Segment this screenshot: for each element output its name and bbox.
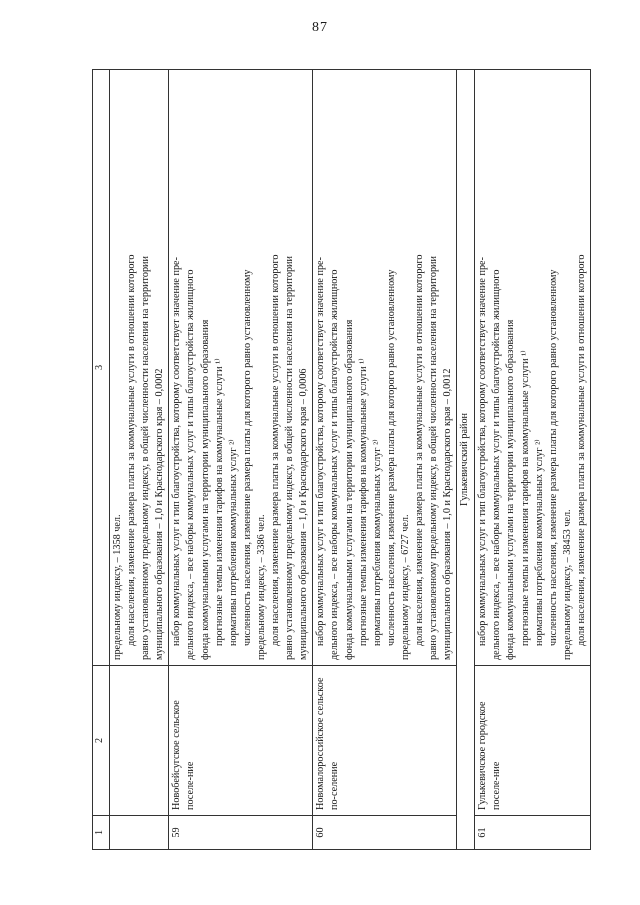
text-line: муниципального образования – 1,0 и Краснодарского края – 0,0002 <box>154 368 166 660</box>
text-line: муниципального образования – 1,0 и Краснодарского края – 0,0012 <box>442 368 454 660</box>
header-cell-2: 2 <box>93 666 110 816</box>
text-line: численность населения, изменение размера платы для которого равно установленному <box>241 269 253 646</box>
text-line: нормативы потребления коммунальных услуг ²⁾ <box>533 439 545 646</box>
region-title: Гулькевичский район <box>457 70 475 850</box>
table-row-continuation <box>110 70 169 850</box>
table-header-row <box>93 70 110 850</box>
table-frame <box>92 70 592 850</box>
text-line: фонда коммунальными услугами на территории муниципального образования <box>343 319 355 660</box>
text-line: нормативы потребления коммунальных услуг ²⁾ <box>227 439 239 646</box>
header-cell-1: 1 <box>93 816 110 850</box>
text-line: прогнозные темпы изменения тарифов на коммунальные услуги ¹⁾ <box>213 358 225 646</box>
text-line: дельного индекса, – все наборы коммунальных услуг и типы благоустройства жилищного <box>491 269 503 660</box>
text-line: предельному индексу, – 6727 чел. <box>399 514 411 660</box>
text-line: предельному индексу, – 1358 чел. <box>112 514 123 660</box>
text-line: равно установленному предельному индексу, в общей численности населения на территории <box>428 256 440 660</box>
region-header-row <box>457 70 475 850</box>
text-line: набор коммунальных услуг и тип благоустройства, которому соответствует значение пре- <box>477 257 489 646</box>
text-line: доля населения, изменение размера платы за коммунальные услуги в отношении которого <box>575 254 587 646</box>
text-line: численность населения, изменение размера платы для которого равно установленному <box>547 269 559 646</box>
text-line: фонда коммунальными услугами на территории муниципального образования <box>505 319 517 660</box>
row-number-cell: 60 <box>313 816 457 850</box>
text-line: численность населения, изменение размера платы для которого равно установленному <box>385 269 397 646</box>
text-line: прогнозные темпы и изменения тарифов на коммунальные услуги ¹⁾ <box>519 350 531 646</box>
municipality-name-cell: Новомалороссийское сельское по-селение <box>313 666 457 816</box>
text-line: нормативы потребления коммунальных услуг ²⁾ <box>371 439 383 646</box>
text-line: равно установленному предельному индексу, в общей численности населения на территории <box>284 256 296 660</box>
text-line: доля населения, изменение размера платы за коммунальные услуги в отношении которого <box>413 254 425 646</box>
municipal-utilities-table <box>92 69 591 850</box>
text-line: равно установленному предельному индексу, в общей численности населения на территории <box>140 256 152 660</box>
row-number-cell <box>110 816 169 850</box>
table-row-59 <box>169 70 313 850</box>
text-line: предельному индексу, – 38453 чел. <box>561 509 573 660</box>
text-line: дельного индекса, – все наборы коммунальных услуг и типы благоустройства жилищного <box>329 269 341 660</box>
text-line: набор коммунальных услуг и тип благоустройства, которому соответствует значение пре- <box>171 257 183 646</box>
header-cell-3: 3 <box>93 70 110 666</box>
text-line: набор коммунальных услуг и тип благоустройства, которому соответствует значение пре- <box>315 257 327 646</box>
rotated-table-container <box>92 70 592 850</box>
description-cell <box>475 70 591 666</box>
page-number: 87 <box>312 20 328 35</box>
table-row-61 <box>475 70 591 850</box>
description-cell <box>110 70 169 666</box>
row-number-cell: 59 <box>169 816 313 850</box>
municipality-name-cell: Гулькевичское городское поселе-ние <box>475 666 591 816</box>
text-line: фонда коммунальными услугами на территории муниципального образования <box>199 319 211 660</box>
text-line: дельного индекса, – все наборы коммунальных услуг и типы благоустройства жилищного <box>185 269 197 660</box>
text-line: муниципального образования – 1,0 и Краснодарского края – 0,0006 <box>298 368 310 660</box>
text-line: предельному индексу, – 3386 чел. <box>255 514 267 660</box>
description-cell <box>169 70 313 666</box>
row-number-cell: 61 <box>475 816 591 850</box>
text-line: прогнозные темпы изменения тарифов на коммунальные услуги ¹⁾ <box>357 358 369 646</box>
description-cell <box>313 70 457 666</box>
table-row-60 <box>313 70 457 850</box>
municipality-name-cell: Новобейсугское сельское поселе-ние <box>169 666 313 816</box>
text-line: доля населения, изменение размера платы за коммунальные услуги в отношении которого <box>270 254 282 646</box>
text-line: доля населения, изменение размера платы за коммунальные услуги в отношении которого <box>126 254 138 646</box>
municipality-name-cell <box>110 666 169 816</box>
